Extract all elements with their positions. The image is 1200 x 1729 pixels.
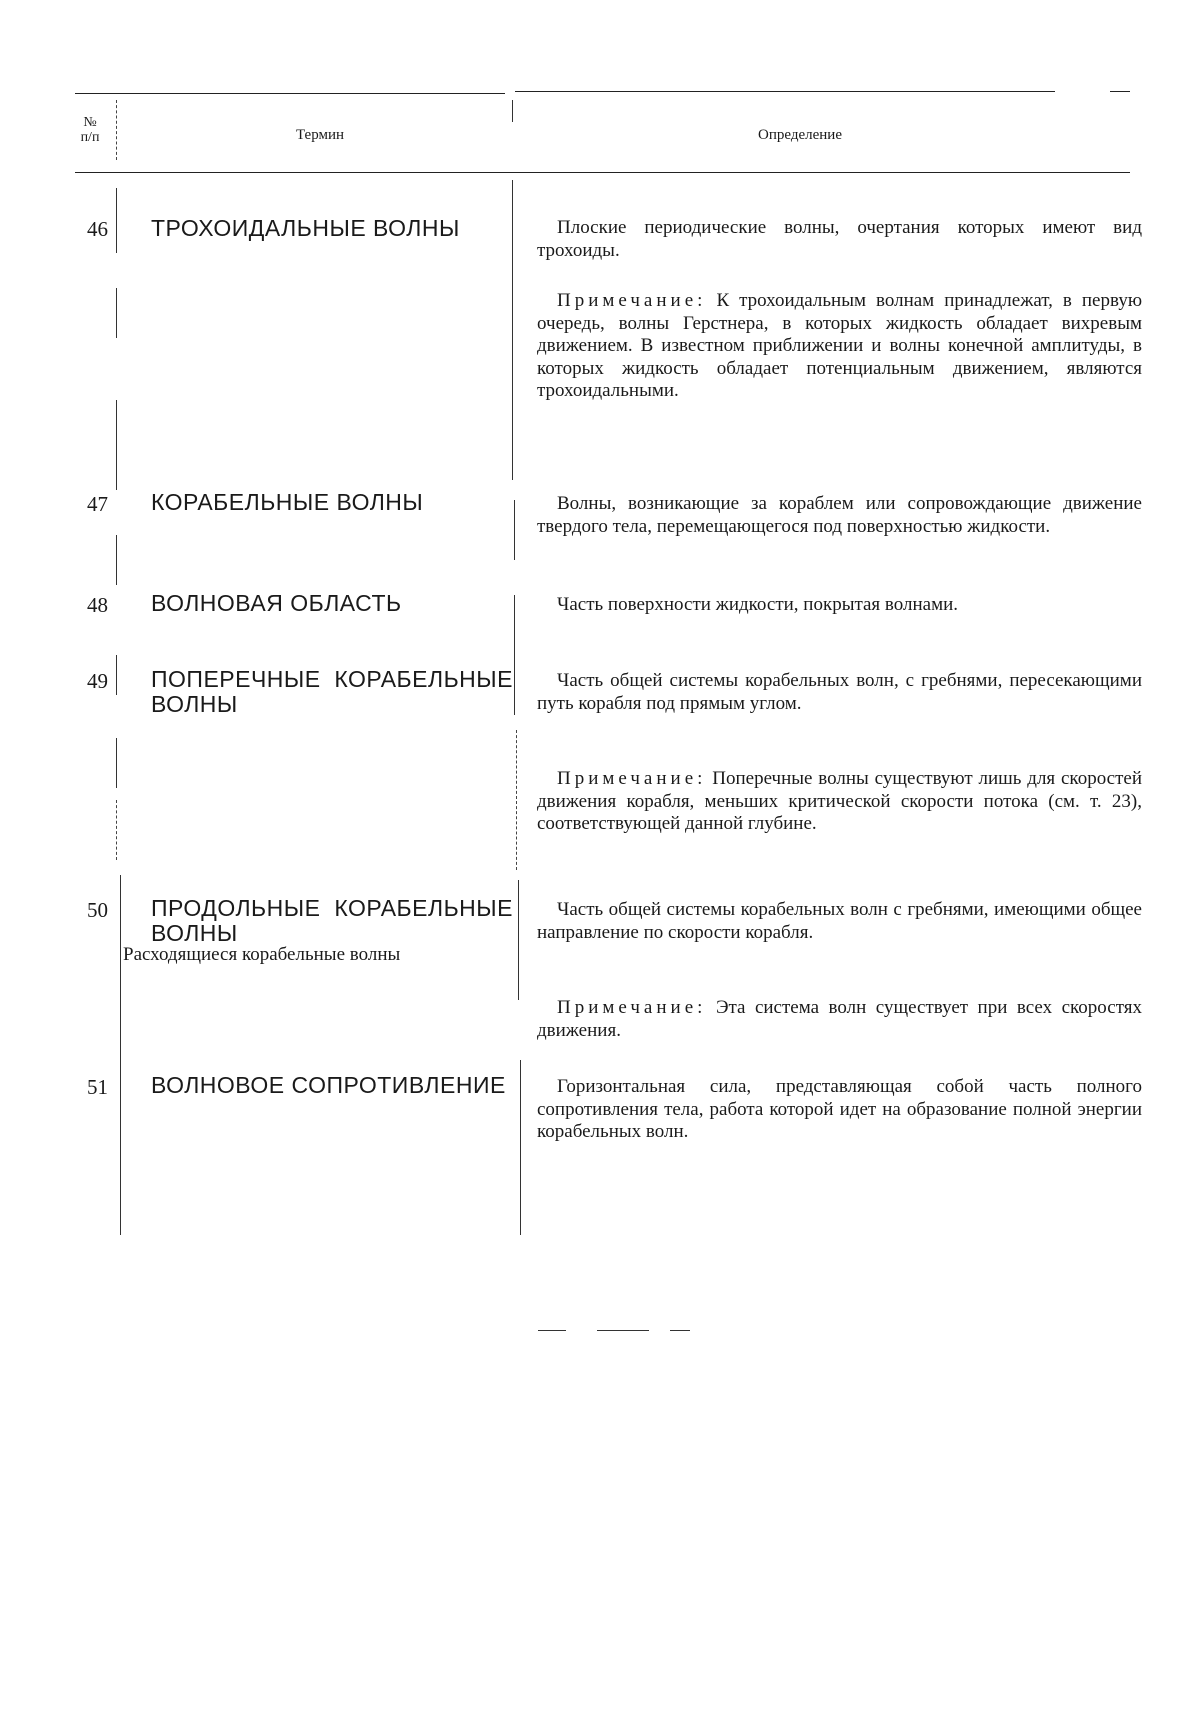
header-bottom-rule xyxy=(75,172,1130,173)
entry-number: 49 xyxy=(87,669,108,693)
entry-term xyxy=(123,896,513,946)
entry-number: 51 xyxy=(87,1075,108,1099)
entry-note xyxy=(537,768,1142,836)
entry-term-text: ПРОДОЛЬНЫЕ КОРАБЕЛЬНЫЕ ВОЛНЫ xyxy=(151,895,513,946)
entry-number: 50 xyxy=(87,898,108,922)
column-divider-number xyxy=(116,535,117,585)
entry-term-text: ПОПЕРЕЧНЫЕ КОРАБЕЛЬНЫЕ ВОЛНЫ xyxy=(151,666,513,717)
column-divider-term xyxy=(514,500,515,560)
column-divider-number xyxy=(116,288,117,338)
column-divider-number xyxy=(116,655,117,695)
header-definition: Определение xyxy=(758,127,842,143)
column-divider-term xyxy=(520,1060,521,1235)
column-divider-number xyxy=(116,800,117,860)
entry-definition: Горизонтальная сила, представляющая собой часть полного сопротивления тела, работа которой идет на образование полной энергии корабельных волн. xyxy=(537,1076,1142,1142)
header-number-symbol: № xyxy=(83,115,97,130)
entry-term xyxy=(123,216,513,241)
entry-term-text: ТРОХОИДАЛЬНЫЕ ВОЛНЫ xyxy=(151,215,460,241)
entry-note-text: Поперечные волны существуют лишь для скоростей движения корабля, меньших критической скорости потока (см. т. 23), соответствующей данной глубине. xyxy=(537,768,1143,834)
header-divider-number xyxy=(116,100,117,160)
entry-number: 46 xyxy=(87,217,108,241)
entry-definition: Плоские периодические волны, очертания которых имеют вид трохоиды. xyxy=(537,217,1142,261)
entry-note-text: К трохоидальным волнам принадлежат, в первую очередь, волны Герстнера, в которых жидкость обладает вихревым движением. В известном приближении и волны конечной амплитуды, в которых жидкость обладает потенциальным движением, являются трохоидальными. xyxy=(537,290,1143,401)
column-divider-term xyxy=(514,595,515,715)
column-divider-number xyxy=(116,400,117,490)
entry-note-text: Эта система волн существует при всех скоростях движения. xyxy=(537,997,1143,1041)
end-mark-dash xyxy=(597,1330,649,1331)
header-divider-term xyxy=(512,100,513,122)
entry-definition: Волны, возникающие за кораблем или сопровождающие движение твердого тела, перемещающегося под поверхностью жидкости. xyxy=(537,493,1142,537)
header-number-abbr: п/п xyxy=(80,130,100,145)
column-divider-term xyxy=(516,730,517,870)
entry-note xyxy=(537,997,1142,1042)
header-top-rule-end xyxy=(1110,91,1130,92)
entry-term-text: КОРАБЕЛЬНЫЕ ВОЛНЫ xyxy=(151,489,424,515)
end-mark-dash xyxy=(670,1330,690,1331)
column-divider-number xyxy=(116,738,117,788)
entry-number: 47 xyxy=(87,492,108,516)
entry-term xyxy=(123,490,513,515)
entry-term-text: ВОЛНОВАЯ ОБЛАСТЬ xyxy=(151,590,402,616)
entry-term xyxy=(123,1073,513,1098)
header-top-rule-right xyxy=(515,91,1055,92)
entry-definition: Часть общей системы корабельных волн, с гребнями, пересекающими путь корабля под прямым углом. xyxy=(537,670,1142,714)
header-number-cell xyxy=(70,115,110,145)
entry-definition: Часть общей системы корабельных волн с гребнями, имеющими общее направление по скорости корабля. xyxy=(537,899,1142,943)
header-term: Термин xyxy=(295,127,345,143)
entry-note xyxy=(537,290,1142,403)
entry-term xyxy=(123,591,513,616)
entry-note-label: Примечание: xyxy=(557,290,707,311)
entry-term xyxy=(123,667,513,717)
header-top-rule xyxy=(75,93,505,94)
entry-note-label: Примечание: xyxy=(557,997,707,1018)
entry-note-label: Примечание: xyxy=(557,768,707,789)
column-divider-term xyxy=(518,880,519,1000)
column-divider-number xyxy=(116,188,117,253)
entry-synonym: Расходящиеся корабельные волны xyxy=(123,944,401,965)
entry-term-text: ВОЛНОВОЕ СОПРОТИВЛЕНИЕ xyxy=(151,1072,506,1098)
column-divider-number xyxy=(120,875,121,1235)
entry-number: 48 xyxy=(87,593,108,617)
entry-definition: Часть поверхности жидкости, покрытая волнами. xyxy=(557,594,959,615)
end-mark-dash xyxy=(538,1330,566,1331)
